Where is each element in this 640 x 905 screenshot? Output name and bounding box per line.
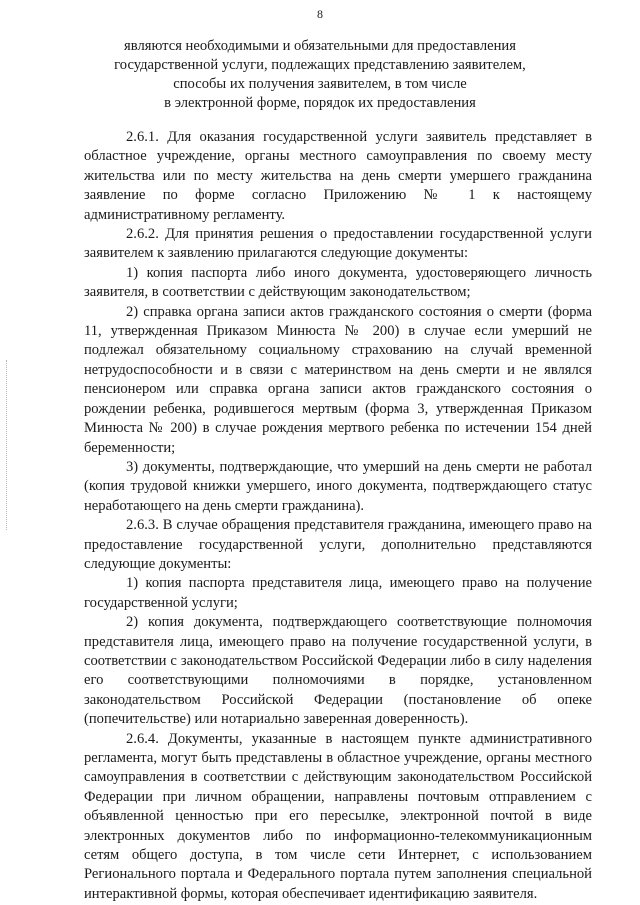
section-heading bbox=[100, 37, 540, 113]
scan-margin-mark bbox=[6, 360, 8, 530]
document-body bbox=[84, 128, 592, 904]
heading-line: в электронной форме, порядок их предоставления bbox=[164, 95, 476, 111]
paragraph-2-6-4: 2.6.4. Документы, указанные в настоящем пункте административного регламента, могут быть представлены в областное учреждение, органы местного самоуправления в соответствии с действующим законодательством Российской Федерации при личном обращении, направлены почтовым отправлением с объявленной ценностью при его пересылке, электронной почтой в виде электронных документов либо по информационно-телекоммуникационным сетям общего доступа, в том числе сети Интернет, с использованием Регионального портала и Федерального портала путем заполнения специальной интерактивной формы, которая обеспечивает идентификацию заявителя. bbox=[84, 730, 592, 902]
list-item: 2) копия документа, подтверждающего соответствующие полномочия представителя лица, имеющего право на получение государственной услуги, в соответствии с законодательством Российской Федерации либо в силу наделения его соответствующими полномочиями в порядке, установленном законодательством Российской Федерации (постановление об опеке (попечительстве) или нотариально заверенная доверенность). bbox=[84, 614, 592, 728]
page-number: 8 bbox=[317, 7, 323, 21]
heading-line: являются необходимыми и обязательными для предоставления bbox=[124, 38, 516, 54]
paragraph-2-6-3: 2.6.3. В случае обращения представителя гражданина, имеющего право на предоставление государственной услуги, дополнительно представляются следующие документы: bbox=[84, 517, 592, 572]
paragraph-2-6-2: 2.6.2. Для принятия решения о предоставлении государственной услуги заявителем к заявлению прилагаются следующие документы: bbox=[84, 226, 592, 262]
heading-line: государственной услуги, подлежащих представлению заявителем, bbox=[114, 57, 526, 73]
list-item: 1) копия паспорта либо иного документа, удостоверяющего личность заявителя, в соответствии с действующим законодательством; bbox=[84, 264, 592, 301]
list-item: 2) справка органа записи актов гражданского состояния о смерти (форма 11, утвержденная Приказом Минюста № 200) в случае если умерший не подлежал обязательному социальному страхованию на случай временной нетрудоспособности и в связи с материнством на день смерти и не являлся пенсионером или справка органа записи актов гражданского состояния о рождении ребенка, родившегося мертвым (форма 3, утвержденная Приказом Минюста № 200) в случае рождения мертвого ребенка по истечении 154 дней беременности; bbox=[84, 303, 592, 456]
paragraph-2-6-1: 2.6.1. Для оказания государственной услуги заявитель представляет в областное учреждение, органы местного самоуправления по своему месту жительства или по месту жительства на день смерти умершего гражданина заявление по форме согласно Приложению № 1 к настоящему административному регламенту. bbox=[84, 129, 592, 223]
heading-line: способы их получения заявителем, в том числе bbox=[173, 76, 467, 92]
list-item: 3) документы, подтверждающие, что умерший на день смерти не работал (копия трудовой книжки умершего, иного документа, подтверждающего статус неработающего на день смерти гражданина). bbox=[84, 458, 592, 514]
list-item: 1) копия паспорта представителя лица, имеющего право на получение государственной услуги; bbox=[84, 575, 592, 611]
